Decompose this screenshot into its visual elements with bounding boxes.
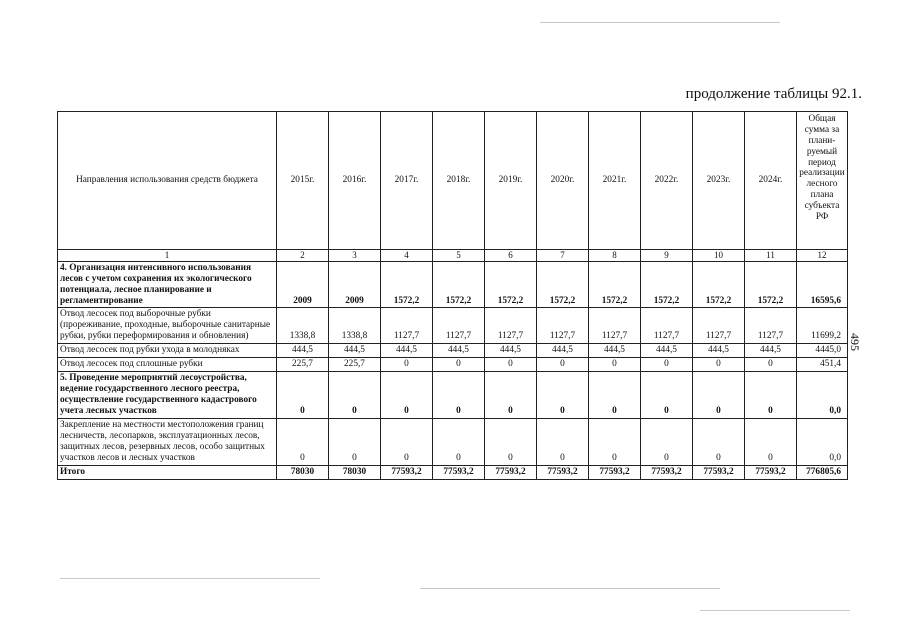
- cell-value: 77593,2: [433, 466, 485, 480]
- cell-value: 0: [589, 358, 641, 372]
- cell-value: 0: [537, 419, 589, 466]
- cell-value: 0: [485, 419, 537, 466]
- header-year: 2018г.: [433, 112, 485, 250]
- column-number: 10: [693, 250, 745, 262]
- cell-value: 77593,2: [485, 466, 537, 480]
- cell-value: 444,5: [485, 344, 537, 358]
- scan-artifact: [700, 610, 850, 611]
- cell-value: 0: [641, 372, 693, 419]
- cell-value: 0: [537, 358, 589, 372]
- cell-value: 1127,7: [745, 308, 797, 344]
- cell-value: 1572,2: [433, 261, 485, 308]
- cell-value: 77593,2: [589, 466, 641, 480]
- column-number: 9: [641, 250, 693, 262]
- cell-total: 0,0: [797, 372, 848, 419]
- column-number: 12: [797, 250, 848, 262]
- cell-value: 0: [485, 372, 537, 419]
- cell-value: 0: [589, 419, 641, 466]
- cell-value: 78030: [277, 466, 329, 480]
- column-number-row: [58, 250, 848, 262]
- column-number: 2: [277, 250, 329, 262]
- cell-total: 0,0: [797, 419, 848, 466]
- row-label: 5. Проведение мероприятий лесоустройства, ведение государственного лесного реестра, осуществление государственного кадастрового учета лесных участков: [58, 372, 277, 419]
- cell-value: 225,7: [329, 358, 381, 372]
- cell-value: 0: [537, 372, 589, 419]
- row-label: Отвод лесосек под выборочные рубки (прореживание, проходные, выборочные санитарные рубки, рубки переформирования и обновления): [58, 308, 277, 344]
- cell-value: 1572,2: [589, 261, 641, 308]
- cell-value: 444,5: [693, 344, 745, 358]
- header-year: 2015г.: [277, 112, 329, 250]
- table-body: [58, 261, 848, 479]
- column-number: 1: [58, 250, 277, 262]
- cell-value: 0: [381, 419, 433, 466]
- cell-value: 0: [329, 372, 381, 419]
- cell-value: 0: [693, 419, 745, 466]
- cell-value: 0: [641, 358, 693, 372]
- scan-artifact: [540, 22, 780, 23]
- scan-artifact: [60, 578, 320, 579]
- cell-value: 1127,7: [433, 308, 485, 344]
- cell-value: 444,5: [381, 344, 433, 358]
- cell-value: 0: [277, 372, 329, 419]
- cell-value: 0: [433, 419, 485, 466]
- cell-value: 1127,7: [537, 308, 589, 344]
- table-row: [58, 308, 848, 344]
- cell-value: 2009: [277, 261, 329, 308]
- table-row: [58, 344, 848, 358]
- cell-value: 0: [433, 372, 485, 419]
- cell-value: 1127,7: [485, 308, 537, 344]
- row-label: Итого: [58, 466, 277, 480]
- header-year: 2019г.: [485, 112, 537, 250]
- cell-value: 0: [433, 358, 485, 372]
- cell-value: 78030: [329, 466, 381, 480]
- cell-value: 444,5: [329, 344, 381, 358]
- cell-value: 77593,2: [641, 466, 693, 480]
- table-row: [58, 372, 848, 419]
- cell-value: 77593,2: [693, 466, 745, 480]
- column-number: 7: [537, 250, 589, 262]
- header-year: 2024г.: [745, 112, 797, 250]
- table-row: [58, 466, 848, 480]
- cell-value: 1572,2: [485, 261, 537, 308]
- cell-value: 1127,7: [381, 308, 433, 344]
- cell-value: 1572,2: [745, 261, 797, 308]
- cell-value: 1127,7: [641, 308, 693, 344]
- cell-value: 0: [745, 419, 797, 466]
- header-year: 2023г.: [693, 112, 745, 250]
- cell-value: 0: [745, 372, 797, 419]
- cell-value: 0: [485, 358, 537, 372]
- header-row: [58, 112, 848, 250]
- cell-value: 0: [381, 358, 433, 372]
- column-number: 3: [329, 250, 381, 262]
- cell-value: 444,5: [745, 344, 797, 358]
- column-number: 11: [745, 250, 797, 262]
- header-year: 2017г.: [381, 112, 433, 250]
- cell-value: 0: [745, 358, 797, 372]
- cell-value: 0: [277, 419, 329, 466]
- cell-value: 444,5: [433, 344, 485, 358]
- header-year: 2022г.: [641, 112, 693, 250]
- cell-value: 444,5: [641, 344, 693, 358]
- cell-value: 444,5: [537, 344, 589, 358]
- row-label: Отвод лесосек под сплошные рубки: [58, 358, 277, 372]
- cell-total: 451,4: [797, 358, 848, 372]
- column-number: 6: [485, 250, 537, 262]
- cell-value: 1572,2: [641, 261, 693, 308]
- scan-artifact: [420, 588, 720, 589]
- cell-value: 1572,2: [693, 261, 745, 308]
- cell-value: 0: [381, 372, 433, 419]
- cell-value: 0: [589, 372, 641, 419]
- row-label: Закрепление на местности местоположения границ лесничеств, лесопарков, эксплуатационных лесов, защитных лесов, резервных лесов, особо защитных участков лесов и лесных участков: [58, 419, 277, 466]
- table-row: [58, 261, 848, 308]
- header-year: 2020г.: [537, 112, 589, 250]
- cell-total: 11699,2: [797, 308, 848, 344]
- cell-value: 0: [693, 358, 745, 372]
- cell-value: 77593,2: [745, 466, 797, 480]
- column-number: 5: [433, 250, 485, 262]
- cell-value: 1572,2: [537, 261, 589, 308]
- cell-value: 1127,7: [693, 308, 745, 344]
- table-row: [58, 358, 848, 372]
- row-label: Отвод лесосек под рубки ухода в молодняках: [58, 344, 277, 358]
- page-number: 495: [848, 333, 862, 351]
- cell-value: 0: [641, 419, 693, 466]
- cell-value: 77593,2: [537, 466, 589, 480]
- cell-value: 444,5: [589, 344, 641, 358]
- cell-value: 1338,8: [277, 308, 329, 344]
- header-direction: Направления использования средств бюджета: [58, 112, 277, 250]
- table-continuation-caption: продолжение таблицы 92.1.: [685, 86, 862, 102]
- cell-total: 776805,6: [797, 466, 848, 480]
- cell-value: 1338,8: [329, 308, 381, 344]
- cell-value: 444,5: [277, 344, 329, 358]
- row-label: 4. Организация интенсивного использования лесов с учетом сохранения их экологического потенциала, лесное планирование и регламентирование: [58, 261, 277, 308]
- cell-value: 1572,2: [381, 261, 433, 308]
- column-number: 4: [381, 250, 433, 262]
- cell-value: 225,7: [277, 358, 329, 372]
- cell-value: 0: [329, 419, 381, 466]
- cell-value: 77593,2: [381, 466, 433, 480]
- cell-total: 16595,6: [797, 261, 848, 308]
- cell-value: 2009: [329, 261, 381, 308]
- budget-table: [57, 111, 848, 480]
- cell-value: 1127,7: [589, 308, 641, 344]
- header-year: 2016г.: [329, 112, 381, 250]
- header-total: Общая сумма за плани-руемый период реализации лесного плана субъекта РФ: [797, 112, 848, 250]
- cell-total: 4445,0: [797, 344, 848, 358]
- table-row: [58, 419, 848, 466]
- column-number: 8: [589, 250, 641, 262]
- cell-value: 0: [693, 372, 745, 419]
- header-year: 2021г.: [589, 112, 641, 250]
